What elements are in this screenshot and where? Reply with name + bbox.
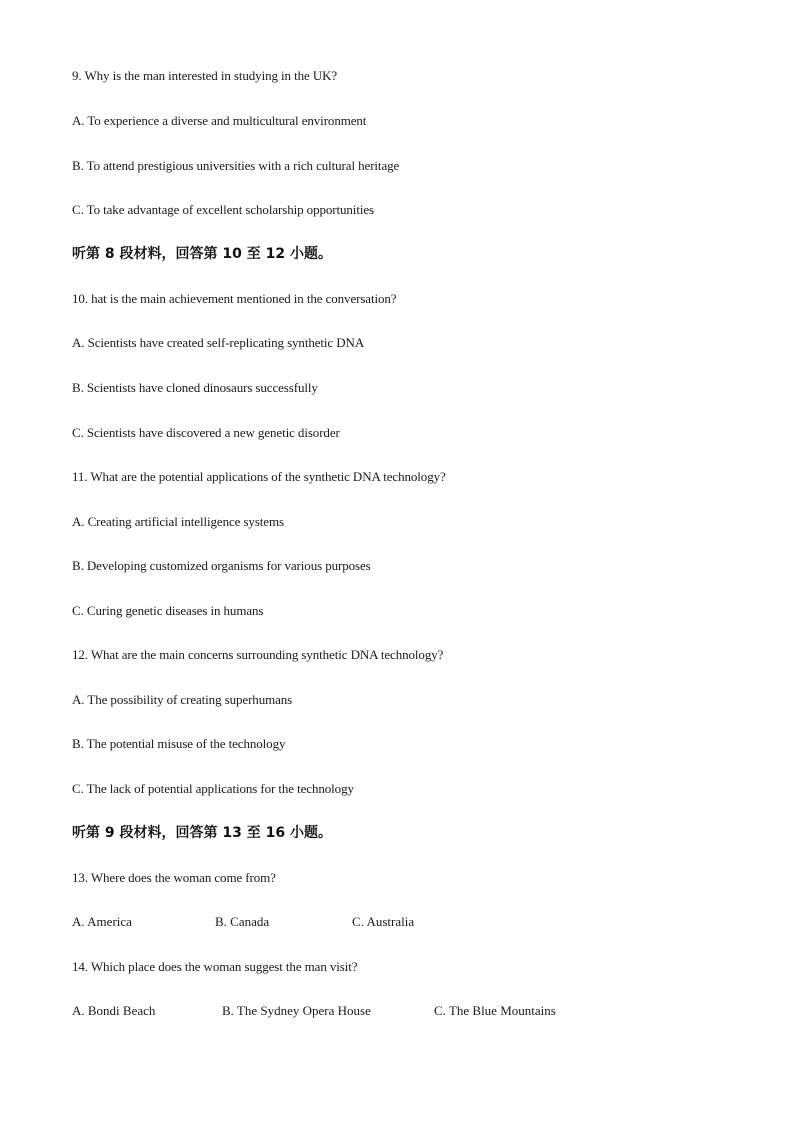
question-10-option-a: A. Scientists have created self-replicating synthetic DNA xyxy=(72,335,365,350)
question-9-option-b: B. To attend prestigious universities with a rich cultural heritage xyxy=(72,158,400,173)
question-12-text: 12. What are the main concerns surrounding synthetic DNA technology? xyxy=(72,647,444,662)
question-10-text: 10. hat is the main achievement mentioned in the conversation? xyxy=(72,291,397,306)
question-9-option-c: C. To take advantage of excellent scholarship opportunities xyxy=(72,202,374,217)
question-13-option-c: C. Australia xyxy=(352,914,415,929)
section-9-heading: 听第 9 段材料，回答第 13 至 16 小题。 xyxy=(72,825,332,841)
question-9-option-a: A. To experience a diverse and multicultural environment xyxy=(72,113,367,128)
question-11-option-b: B. Developing customized organisms for various purposes xyxy=(72,558,371,573)
question-13-option-a: A. America xyxy=(72,914,132,929)
question-12-option-a: A. The possibility of creating superhumans xyxy=(72,692,293,707)
question-10-option-b: B. Scientists have cloned dinosaurs successfully xyxy=(72,380,318,395)
section-8-heading: 听第 8 段材料，回答第 10 至 12 小题。 xyxy=(72,246,332,262)
question-13-text: 13. Where does the woman come from? xyxy=(72,870,276,885)
question-14-option-b: B. The Sydney Opera House xyxy=(222,1003,371,1018)
question-13-option-b: B. Canada xyxy=(215,914,270,929)
question-12-option-c: C. The lack of potential applications for the technology xyxy=(72,781,354,796)
question-14-text: 14. Which place does the woman suggest the man visit? xyxy=(72,959,358,974)
question-14-option-a: A. Bondi Beach xyxy=(72,1003,156,1018)
question-10-option-c: C. Scientists have discovered a new genetic disorder xyxy=(72,425,340,440)
question-14-option-c: C. The Blue Mountains xyxy=(434,1003,556,1018)
question-11-option-c: C. Curing genetic diseases in humans xyxy=(72,603,264,618)
question-12-option-b: B. The potential misuse of the technology xyxy=(72,736,286,751)
question-11-option-a: A. Creating artificial intelligence systems xyxy=(72,514,284,529)
question-11-text: 11. What are the potential applications of the synthetic DNA technology? xyxy=(72,469,446,484)
question-9-text: 9. Why is the man interested in studying in the UK? xyxy=(72,68,338,83)
